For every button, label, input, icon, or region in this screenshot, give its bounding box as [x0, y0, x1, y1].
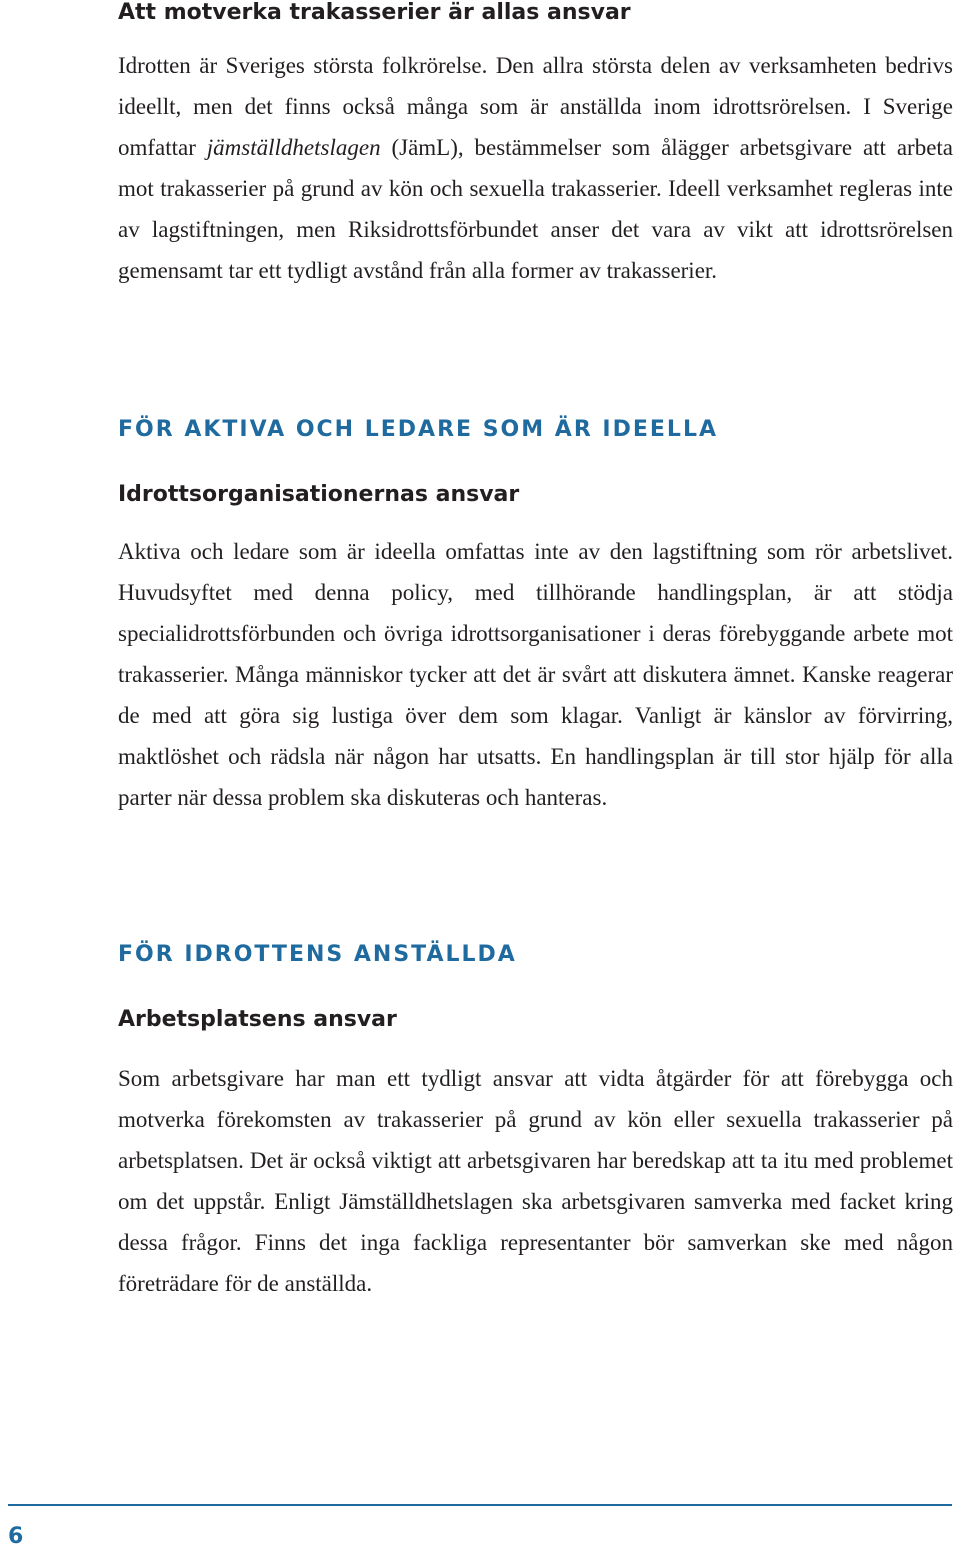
intro-paragraph-text-2: (JämL), bestämmelser som ålägger arbetsgivare att arbeta mot trakasserier på grund av kön och sexuella trakasserier. Ideell verksamhet regleras inte av lagstiftningen, men Riksidrottsförbundet anser det vara av vikt att idrottsrörelsen gemensamt tar ett tydligt avstånd från alla former av trakasserier. — [118, 135, 953, 283]
anstallda-paragraph: Som arbetsgivare har man ett tydligt ansvar att vidta åtgärder för att förebygga och motverka förekomsten av trakasserier på grund av kön eller sexuella trakasserier på arbetsplatsen. Det är också viktigt att arbetsgivaren har beredskap att ta itu med problemet om det uppstår. Enligt Jämställdhetslagen ska arbetsgivaren samverka med facket kring dessa frågor. Finns det inga fackliga representanter bör samverkan ske med någon företrädare för de anställda. — [118, 1066, 953, 1296]
subheading-idrottsorganisationernas-ansvar: Idrottsorganisationernas ansvar — [118, 482, 520, 507]
ideella-paragraph: Aktiva och ledare som är ideella omfattas inte av den lagstiftning som rör arbetslivet. Huvudsyftet med denna policy, med tillhörande handlingsplan, är att stödja specialidrottsförbunden och övriga idrottsorganisationer i deras förebyggande arbete mot trakasserier. Många människor tycker att det är svårt att diskutera ämnet. Kanske reagerar de med att göra sig lustiga över dem som klagar. Vanligt är känslor av förvirring, maktlöshet och rädsla när någon har utsatts. En handlingsplan är till stor hjälp för alla parter när dessa problem ska diskuteras och hanteras. — [118, 539, 953, 810]
page-number: 6 — [8, 1524, 24, 1549]
intro-paragraph-text-1: Idrotten är Sveriges största folkrörelse. Den allra största delen av verksamheten bedrivs ideellt, men det finns också många som är anställda inom idrottsrörelsen. I Sverige omfattar — [118, 53, 953, 160]
intro-paragraph — [118, 45, 953, 291]
subheading-arbetsplatsens-ansvar: Arbetsplatsens ansvar — [118, 1007, 397, 1032]
section-heading-ideella: FÖR AKTIVA OCH LEDARE SOM ÄR IDEELLA — [118, 417, 718, 442]
intro-heading: Att motverka trakasserier är allas ansvar — [118, 0, 631, 25]
section-heading-anstallda: FÖR IDROTTENS ANSTÄLLDA — [118, 942, 517, 967]
footer-divider — [8, 1504, 952, 1506]
intro-paragraph-italic-term: jämställdhetslagen — [206, 135, 381, 160]
